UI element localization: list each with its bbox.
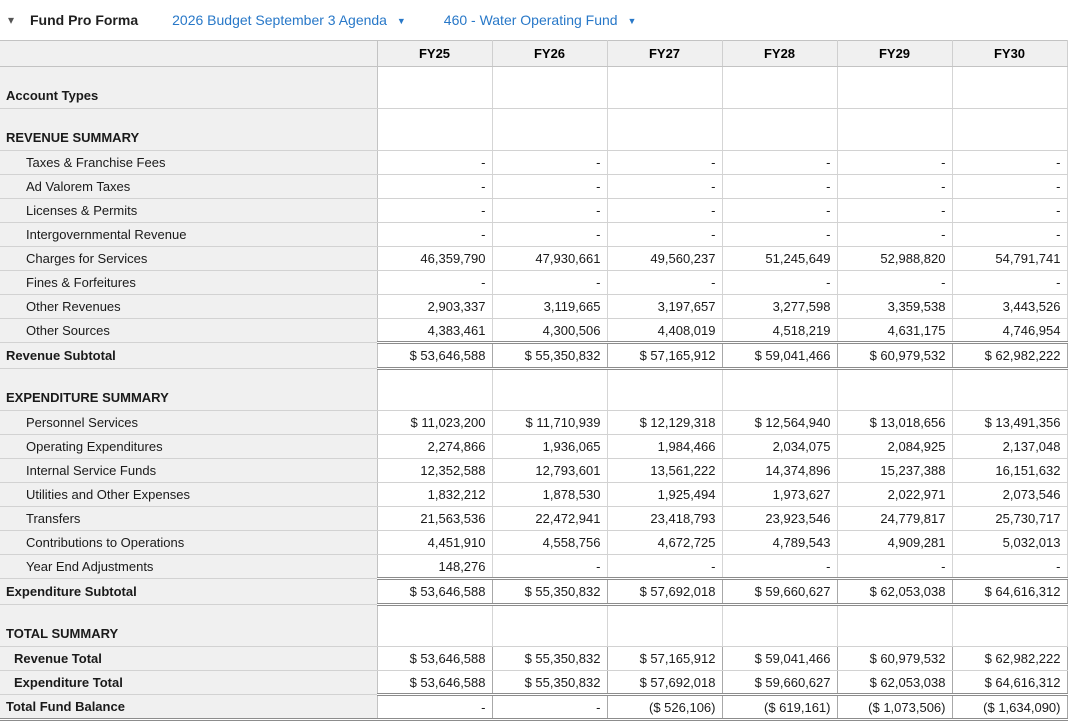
column-header-fy26: FY26 [492, 41, 607, 67]
cell-fy26: - [492, 271, 607, 295]
row-label: EXPENDITURE SUMMARY [0, 369, 377, 411]
table-row [0, 271, 1067, 295]
cell-fy29: 2,084,925 [837, 435, 952, 459]
cell-fy26: - [492, 199, 607, 223]
cell-fy29: 2,022,971 [837, 483, 952, 507]
cell-fy30: 4,746,954 [952, 319, 1067, 343]
cell-fy28: - [722, 555, 837, 579]
cell-fy28: - [722, 175, 837, 199]
cell-fy26: - [492, 555, 607, 579]
cell-fy29: - [837, 175, 952, 199]
cell-fy25: $ 53,646,588 [377, 343, 492, 369]
cell-fy30: - [952, 223, 1067, 247]
page-header [0, 0, 1072, 40]
chevron-down-icon: ▼ [627, 16, 637, 26]
cell-fy27 [607, 369, 722, 411]
row-label: Ad Valorem Taxes [0, 175, 377, 199]
column-header-fy28: FY28 [722, 41, 837, 67]
cell-fy27: 1,925,494 [607, 483, 722, 507]
cell-fy25: 12,352,588 [377, 459, 492, 483]
cell-fy29 [837, 605, 952, 647]
table-row [0, 605, 1067, 647]
row-label: Utilities and Other Expenses [0, 483, 377, 507]
table-row [0, 223, 1067, 247]
cell-fy26: 4,558,756 [492, 531, 607, 555]
cell-fy30: 3,443,526 [952, 295, 1067, 319]
cell-fy27: - [607, 555, 722, 579]
cell-fy26 [492, 605, 607, 647]
cell-fy30 [952, 67, 1067, 109]
cell-fy29 [837, 369, 952, 411]
cell-fy28: $ 59,041,466 [722, 647, 837, 671]
cell-fy30: - [952, 175, 1067, 199]
cell-fy26: 3,119,665 [492, 295, 607, 319]
cell-fy25: 4,383,461 [377, 319, 492, 343]
cell-fy25: - [377, 695, 492, 720]
cell-fy29: 52,988,820 [837, 247, 952, 271]
cell-fy27: 49,560,237 [607, 247, 722, 271]
cell-fy29: $ 13,018,656 [837, 411, 952, 435]
table-row [0, 199, 1067, 223]
fund-dropdown[interactable] [444, 12, 637, 28]
cell-fy29: 24,779,817 [837, 507, 952, 531]
cell-fy30 [952, 369, 1067, 411]
row-label: Revenue Subtotal [0, 343, 377, 369]
cell-fy28: 3,277,598 [722, 295, 837, 319]
table-row [0, 459, 1067, 483]
table-row [0, 411, 1067, 435]
cell-fy29: 4,631,175 [837, 319, 952, 343]
row-label: Revenue Total [0, 647, 377, 671]
row-label: Operating Expenditures [0, 435, 377, 459]
table-row [0, 647, 1067, 671]
cell-fy26: $ 11,710,939 [492, 411, 607, 435]
cell-fy28: 23,923,546 [722, 507, 837, 531]
cell-fy29: - [837, 271, 952, 295]
cell-fy26 [492, 369, 607, 411]
cell-fy28: $ 12,564,940 [722, 411, 837, 435]
cell-fy26: - [492, 175, 607, 199]
chevron-down-icon: ▼ [396, 16, 406, 26]
budget-dropdown-label: 2026 Budget September 3 Agenda [172, 12, 387, 28]
table-row [0, 435, 1067, 459]
cell-fy26: 12,793,601 [492, 459, 607, 483]
cell-fy25: - [377, 175, 492, 199]
row-label: Fines & Forfeitures [0, 271, 377, 295]
cell-fy26: 22,472,941 [492, 507, 607, 531]
page-title: Fund Pro Forma [30, 12, 139, 28]
cell-fy25: 46,359,790 [377, 247, 492, 271]
cell-fy27: $ 57,165,912 [607, 647, 722, 671]
cell-fy25: 2,903,337 [377, 295, 492, 319]
cell-fy25 [377, 369, 492, 411]
cell-fy28: 14,374,896 [722, 459, 837, 483]
table-row [0, 507, 1067, 531]
cell-fy25: $ 53,646,588 [377, 647, 492, 671]
cell-fy29: $ 60,979,532 [837, 647, 952, 671]
cell-fy30: 2,073,546 [952, 483, 1067, 507]
cell-fy26: - [492, 695, 607, 720]
cell-fy27: 13,561,222 [607, 459, 722, 483]
cell-fy27: 3,197,657 [607, 295, 722, 319]
cell-fy26: $ 55,350,832 [492, 579, 607, 605]
cell-fy27: - [607, 151, 722, 175]
cell-fy29: 15,237,388 [837, 459, 952, 483]
table-row [0, 695, 1067, 720]
cell-fy25: 21,563,536 [377, 507, 492, 531]
cell-fy26: $ 55,350,832 [492, 343, 607, 369]
table-body [0, 67, 1067, 720]
row-label: Total Fund Balance [0, 695, 377, 720]
cell-fy29: - [837, 223, 952, 247]
cell-fy27: 4,408,019 [607, 319, 722, 343]
cell-fy27 [607, 67, 722, 109]
fund-dropdown-label: 460 - Water Operating Fund [443, 12, 618, 28]
cell-fy27 [607, 605, 722, 647]
cell-fy28 [722, 109, 837, 151]
cell-fy30: $ 62,982,222 [952, 343, 1067, 369]
cell-fy28: ($ 619,161) [722, 695, 837, 720]
column-header-fy30: FY30 [952, 41, 1067, 67]
cell-fy25: 2,274,866 [377, 435, 492, 459]
table-row [0, 579, 1067, 605]
row-label: Expenditure Subtotal [0, 579, 377, 605]
cell-fy26: 1,878,530 [492, 483, 607, 507]
cell-fy27: - [607, 271, 722, 295]
collapse-section-icon[interactable]: ▾ [8, 13, 15, 27]
cell-fy30: - [952, 271, 1067, 295]
row-label: Intergovernmental Revenue [0, 223, 377, 247]
row-label: REVENUE SUMMARY [0, 109, 377, 151]
cell-fy30: 54,791,741 [952, 247, 1067, 271]
cell-fy25: 4,451,910 [377, 531, 492, 555]
column-header-blank [0, 41, 377, 67]
row-label: Expenditure Total [0, 671, 377, 695]
cell-fy26 [492, 109, 607, 151]
cell-fy27: 23,418,793 [607, 507, 722, 531]
cell-fy30: 2,137,048 [952, 435, 1067, 459]
table-row [0, 343, 1067, 369]
cell-fy28 [722, 369, 837, 411]
table-row [0, 295, 1067, 319]
cell-fy28: 4,789,543 [722, 531, 837, 555]
cell-fy25: 148,276 [377, 555, 492, 579]
column-header-fy25: FY25 [377, 41, 492, 67]
cell-fy28: $ 59,660,627 [722, 579, 837, 605]
cell-fy28: - [722, 199, 837, 223]
cell-fy30: $ 64,616,312 [952, 671, 1067, 695]
cell-fy26: - [492, 223, 607, 247]
column-header-fy29: FY29 [837, 41, 952, 67]
cell-fy25 [377, 67, 492, 109]
cell-fy27: - [607, 223, 722, 247]
cell-fy30: 16,151,632 [952, 459, 1067, 483]
row-label: Contributions to Operations [0, 531, 377, 555]
row-label: TOTAL SUMMARY [0, 605, 377, 647]
cell-fy29: $ 62,053,038 [837, 671, 952, 695]
row-label: Transfers [0, 507, 377, 531]
cell-fy29: - [837, 199, 952, 223]
cell-fy27 [607, 109, 722, 151]
row-label: Year End Adjustments [0, 555, 377, 579]
cell-fy29: 4,909,281 [837, 531, 952, 555]
cell-fy28: - [722, 271, 837, 295]
cell-fy27: 4,672,725 [607, 531, 722, 555]
row-label: Other Sources [0, 319, 377, 343]
cell-fy28: 2,034,075 [722, 435, 837, 459]
table-row [0, 67, 1067, 109]
cell-fy25: - [377, 271, 492, 295]
cell-fy27: - [607, 175, 722, 199]
table-row [0, 247, 1067, 271]
row-label: Charges for Services [0, 247, 377, 271]
cell-fy29: $ 60,979,532 [837, 343, 952, 369]
proforma-table [0, 40, 1068, 721]
cell-fy28: $ 59,660,627 [722, 671, 837, 695]
table-row [0, 483, 1067, 507]
cell-fy30 [952, 605, 1067, 647]
cell-fy26 [492, 67, 607, 109]
cell-fy29 [837, 109, 952, 151]
cell-fy26: $ 55,350,832 [492, 671, 607, 695]
cell-fy29: - [837, 555, 952, 579]
cell-fy30: ($ 1,634,090) [952, 695, 1067, 720]
column-header-fy27: FY27 [607, 41, 722, 67]
cell-fy29: 3,359,538 [837, 295, 952, 319]
cell-fy28: 1,973,627 [722, 483, 837, 507]
cell-fy26: - [492, 151, 607, 175]
cell-fy30: $ 62,982,222 [952, 647, 1067, 671]
cell-fy27: ($ 526,106) [607, 695, 722, 720]
cell-fy29 [837, 67, 952, 109]
cell-fy27: $ 12,129,318 [607, 411, 722, 435]
cell-fy28: 4,518,219 [722, 319, 837, 343]
cell-fy30: 5,032,013 [952, 531, 1067, 555]
table-row [0, 319, 1067, 343]
table-header-row [0, 41, 1067, 67]
table-row [0, 175, 1067, 199]
row-label: Other Revenues [0, 295, 377, 319]
cell-fy27: - [607, 199, 722, 223]
cell-fy25: - [377, 199, 492, 223]
row-label: Account Types [0, 67, 377, 109]
cell-fy28 [722, 67, 837, 109]
cell-fy30: $ 64,616,312 [952, 579, 1067, 605]
cell-fy25: 1,832,212 [377, 483, 492, 507]
cell-fy29: - [837, 151, 952, 175]
cell-fy30: - [952, 199, 1067, 223]
cell-fy25: $ 53,646,588 [377, 579, 492, 605]
cell-fy28 [722, 605, 837, 647]
cell-fy25: $ 11,023,200 [377, 411, 492, 435]
cell-fy26: $ 55,350,832 [492, 647, 607, 671]
row-label: Internal Service Funds [0, 459, 377, 483]
cell-fy27: $ 57,692,018 [607, 671, 722, 695]
cell-fy28: - [722, 223, 837, 247]
cell-fy28: 51,245,649 [722, 247, 837, 271]
cell-fy29: $ 62,053,038 [837, 579, 952, 605]
cell-fy30: $ 13,491,356 [952, 411, 1067, 435]
cell-fy25 [377, 605, 492, 647]
row-label: Taxes & Franchise Fees [0, 151, 377, 175]
table-row [0, 151, 1067, 175]
table-row [0, 671, 1067, 695]
budget-dropdown[interactable] [172, 12, 406, 28]
cell-fy30: - [952, 151, 1067, 175]
cell-fy26: 1,936,065 [492, 435, 607, 459]
cell-fy30: 25,730,717 [952, 507, 1067, 531]
cell-fy26: 47,930,661 [492, 247, 607, 271]
cell-fy27: $ 57,692,018 [607, 579, 722, 605]
cell-fy27: $ 57,165,912 [607, 343, 722, 369]
cell-fy30: - [952, 555, 1067, 579]
row-label: Personnel Services [0, 411, 377, 435]
cell-fy30 [952, 109, 1067, 151]
table-row [0, 555, 1067, 579]
table-row [0, 109, 1067, 151]
cell-fy26: 4,300,506 [492, 319, 607, 343]
table-row [0, 369, 1067, 411]
row-label: Licenses & Permits [0, 199, 377, 223]
table-row [0, 531, 1067, 555]
cell-fy25: $ 53,646,588 [377, 671, 492, 695]
cell-fy25 [377, 109, 492, 151]
cell-fy28: - [722, 151, 837, 175]
cell-fy25: - [377, 151, 492, 175]
cell-fy27: 1,984,466 [607, 435, 722, 459]
cell-fy28: $ 59,041,466 [722, 343, 837, 369]
cell-fy25: - [377, 223, 492, 247]
cell-fy29: ($ 1,073,506) [837, 695, 952, 720]
